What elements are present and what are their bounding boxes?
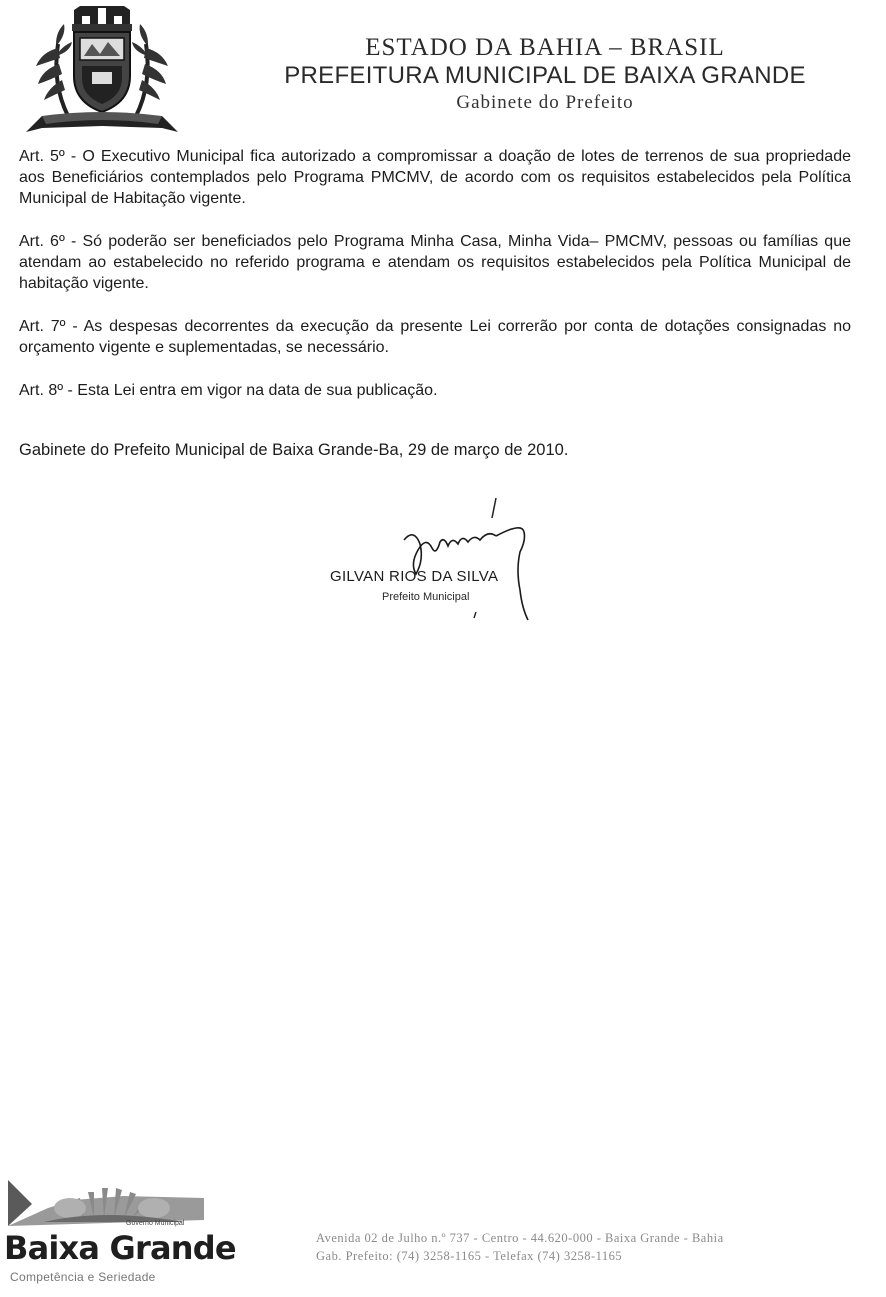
logo-wordmark: Baixa Grande	[4, 1229, 236, 1267]
footer-address	[316, 1229, 724, 1265]
prefecture-title: PREFEITURA MUNICIPAL DE BAIXA GRANDE	[284, 62, 806, 89]
letterhead	[200, 34, 886, 116]
state-title: ESTADO DA BAHIA – BRASIL	[365, 34, 725, 61]
logo-subtitle: Governo Municipal	[126, 1220, 185, 1227]
municipal-coat-of-arms	[12, 4, 192, 139]
article-8: Art. 8º - Esta Lei entra em vigor na data de sua publicação.	[19, 382, 438, 399]
signatory-name: GILVAN RIOS DA SILVA	[330, 568, 499, 585]
article-7: Art. 7º - As despesas decorrentes da execução da presente Lei correrão por conta de dotações consignadas no orçamento vigente e suplementadas, se necessário.	[19, 318, 851, 356]
office-subtitle: Gabinete do Prefeito	[456, 92, 634, 113]
logo-slogan: Competência e Seriedade	[10, 1270, 156, 1284]
address-line: Avenida 02 de Julho n.º 737 - Centro - 44.620-000 - Baixa Grande - Bahia	[316, 1231, 724, 1245]
phone-line: Gab. Prefeito: (74) 3258-1165 - Telefax (74) 3258-1165	[316, 1249, 623, 1263]
article-5: Art. 5º - O Executivo Municipal fica autorizado a compromissar a doação de lotes de terrenos de sua propriedade aos Beneficiários contemplados pelo Programa PMCMV, de acordo com os requisitos estabelecidos pela Política Municipal de Habitação vigente.	[19, 148, 851, 207]
signatory-role: Prefeito Municipal	[382, 591, 470, 603]
handwritten-signature	[392, 490, 542, 630]
article-6: Art. 6º - Só poderão ser beneficiados pelo Programa Minha Casa, Minha Vida– PMCMV, pessoas ou famílias que atendam ao estabelecido no referido programa e atendam os requisitos estabelecidos pela Política Municipal de habitação vigente.	[19, 233, 851, 292]
document-body	[19, 146, 851, 423]
date-line: Gabinete do Prefeito Municipal de Baixa Grande-Ba, 29 de março de 2010.	[19, 441, 569, 459]
